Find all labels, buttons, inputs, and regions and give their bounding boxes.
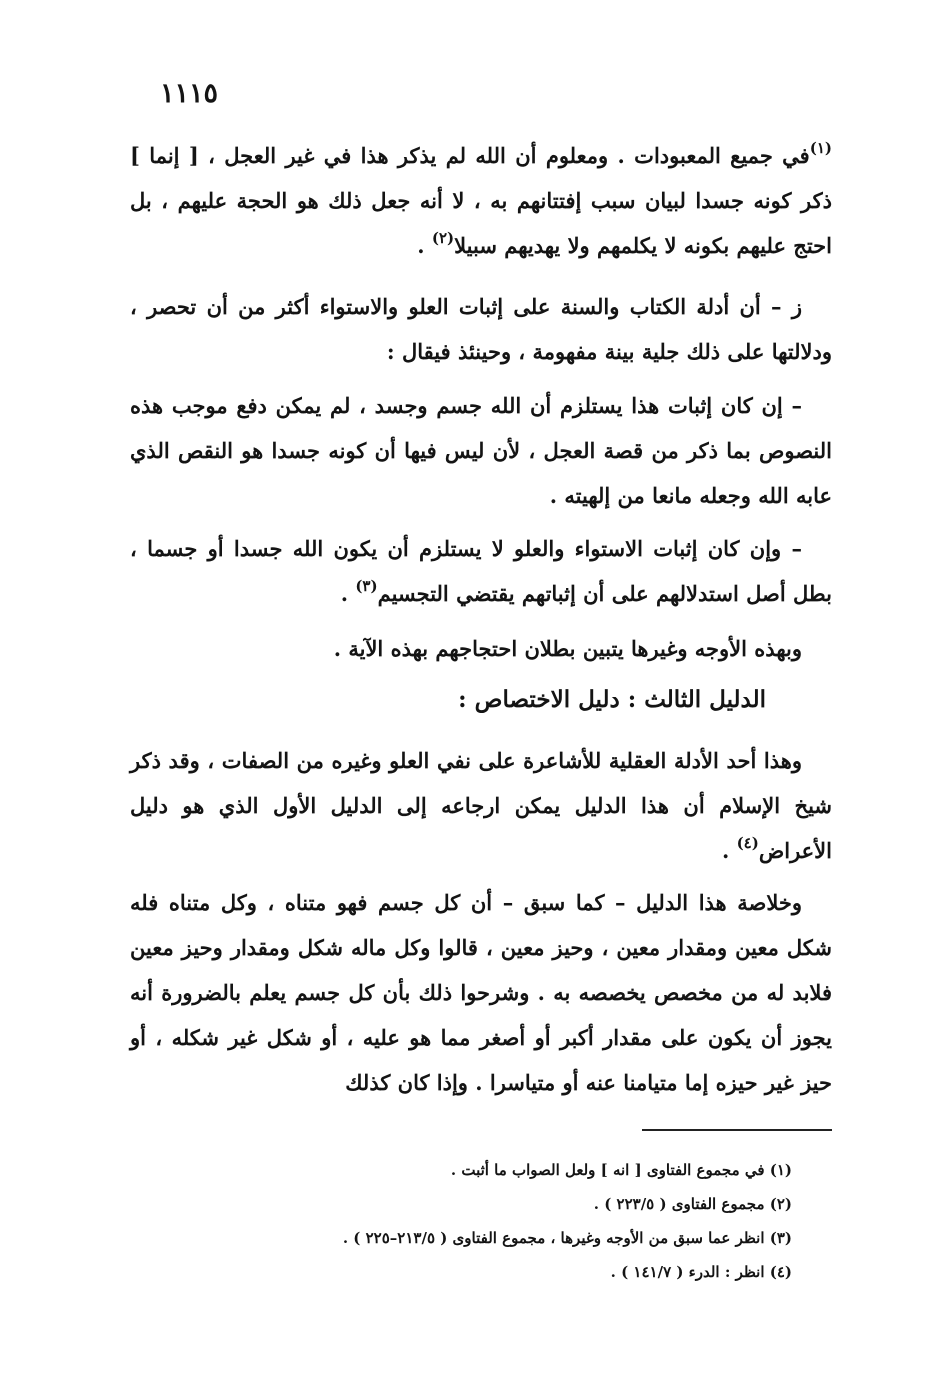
paragraph-6-text: وهذا أحد الأدلة العقلية للأشاعرة على نفي العلو وغيره من الصفات ، وقد ذكر شيخ الإسلام أن هذا الدليل يمكن ارجاعه إلى الدليل الأول الذي هو دليل الأعراض — [130, 748, 832, 863]
footnote-divider — [642, 1129, 832, 1131]
paragraph-7 — [130, 880, 832, 1105]
paragraph-2 — [130, 284, 832, 374]
paragraph-6-tail: . — [721, 838, 737, 863]
paragraph-5-text: وبهذه الأوجه وغيرها يتبين بطلان احتجاجهم بهذه الآية . — [333, 636, 802, 661]
footnote-2: (٢) مجموع الفتاوى ( ٢٢٣/٥ ) . — [593, 1195, 792, 1213]
footnote-3: (٣) انظر عما سبق من الأوجه وغيرها ، مجموع الفتاوى ( ٢١٣/٥–٢٢٥ ) . — [342, 1229, 792, 1247]
paragraph-1-tail: . — [417, 233, 432, 258]
paragraph-4-tail: . — [340, 581, 356, 606]
paragraph-4-text: – وإن كان إثبات الاستواء والعلو لا يستلزم أن يكون الله جسدا أو جسما ، بطل أصل استدلالهم على أن إثباتهم يقتضي التجسيم — [130, 536, 832, 606]
page-number: ١١١٥ — [160, 78, 219, 109]
footnote-1: (١) في مجموع الفتاوى [ انه ] ولعل الصواب ما أثبت . — [450, 1161, 792, 1179]
paragraph-3 — [130, 383, 832, 518]
paragraph-5 — [130, 626, 832, 671]
footnote-4: (٤) انظر : الدرء ( ١٤١/٧ ) . — [610, 1263, 792, 1281]
footnote-ref-2: (٢) — [431, 229, 455, 247]
paragraph-1 — [130, 133, 832, 268]
footnote-ref-3: (٣) — [355, 577, 378, 595]
section-heading: الدليل الثالث : دليل الاختصاص : — [458, 686, 766, 713]
paragraph-4 — [130, 526, 832, 616]
paragraph-7-text: وخلاصة هذا الدليل – كما سبق – أن كل جسم فهو متناه ، وكل متناه فله شكل معين ومقدار معين ، وحيز معين ، قالوا وكل ماله شكل ومقدار وحيز معين فلابد له من مخصص يخصصه به . وشرحوا ذلك بأن كل جسم يعلم بالضرورة أنه يجوز أن يكون على مقدار أكبر أو أصغر مما هو عليه ، أو شكل غير شكله ، أو حيز غير حيزه إما متيامنا عنه أو متياسرا . وإذا كان كذلك — [130, 890, 832, 1095]
paragraph-3-text: – إن كان إثبات هذا يستلزم أن الله جسم وجسد ، لم يمكن دفع موجب هذه النصوص بما ذكر من قصة العجل ، لأن ليس فيها أن كونه جسدا هو النقص الذي عابه الله وجعله مانعا من إلهيته . — [130, 393, 832, 508]
footnote-ref-1: (١) — [809, 139, 832, 157]
paragraph-1-text: في جميع المعبودات . ومعلوم أن الله لم يذكر هذا في غير العجل ، [ إنما ] ذكر كونه جسدا لبيان سبب إفتتانهم به ، لا أنه جعل ذلك هو الحجة عليهم ، بل احتج عليهم بكونه لا يكلمهم ولا يهديهم سبيلا — [130, 143, 832, 258]
footnotes-list — [132, 1153, 792, 1289]
paragraph-6 — [130, 738, 832, 873]
footnote-ref-4: (٤) — [736, 834, 759, 852]
paragraph-2-text: ز – أن أدلة الكتاب والسنة على إثبات العلو والاستواء أكثر من أن تحصر ، ودلالتها على ذلك جلية بينة مفهومة ، وحينئذ فيقال : — [130, 294, 832, 364]
